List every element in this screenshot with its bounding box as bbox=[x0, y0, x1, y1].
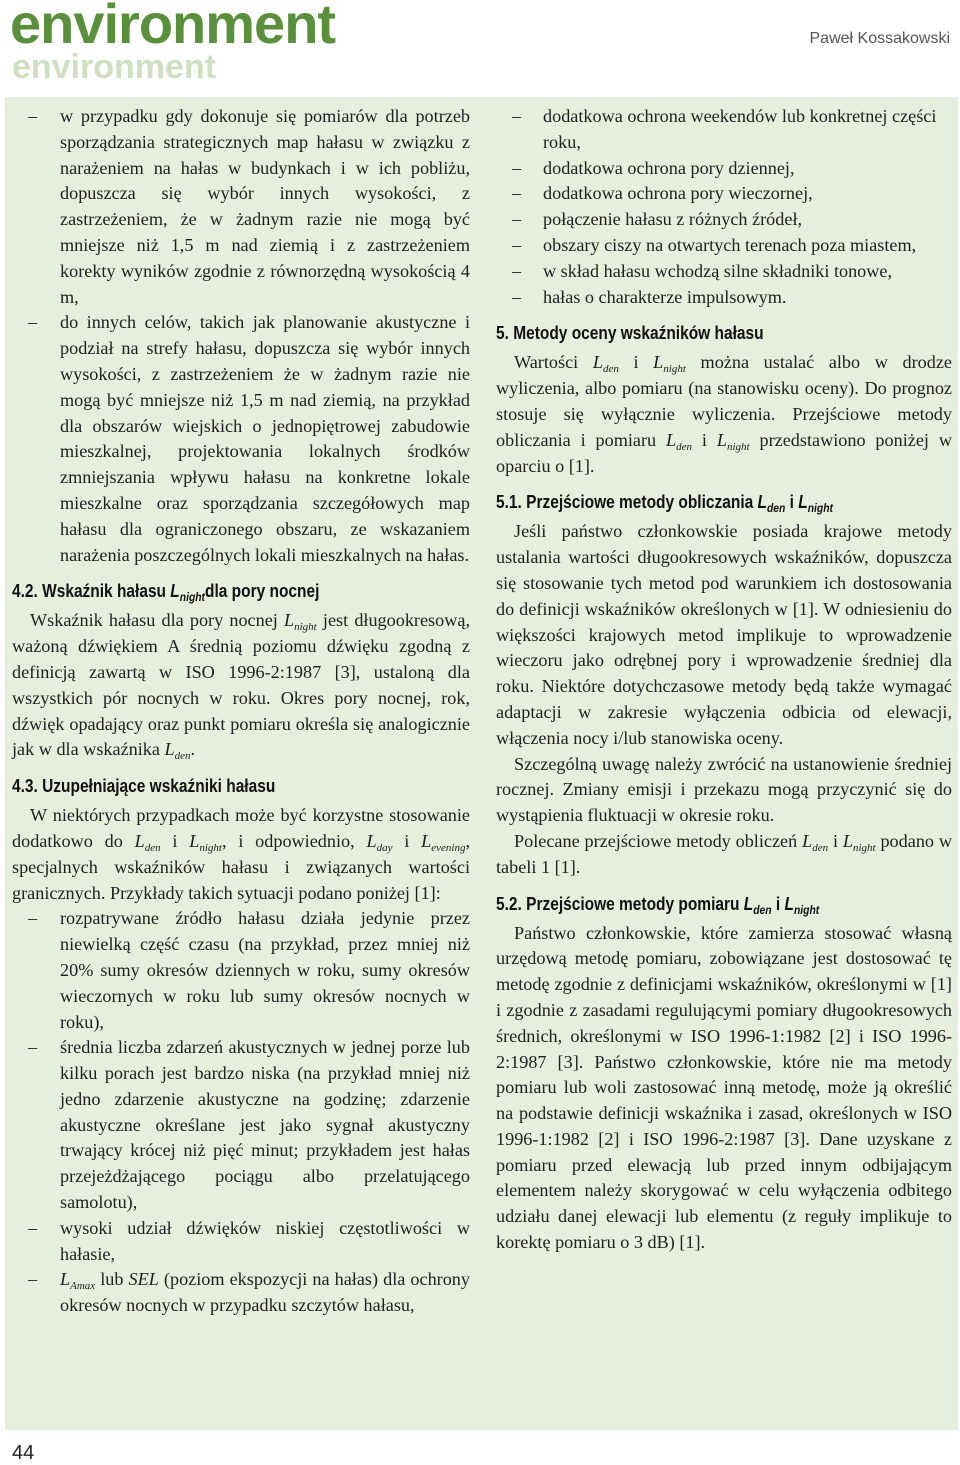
list-item: – w skład hałasu wchodzą silne składniki tonowe, bbox=[496, 259, 952, 285]
list-item: – średnia liczba zdarzeń akustycznych w jednej porze lub kilku porach jest bardzo niska (na przykład mniej niż jedno zdarzenie akustyczne na godzinę; zdarzenie akustyczne określane jest jako sygnał akustyczny trwający krócej niż pięć minut; przykładem jest hałas przejeżdżającego pociągu albo przelatującego samolotu), bbox=[12, 1035, 470, 1216]
list-item: – hałas o charakterze impulsowym. bbox=[496, 285, 952, 311]
heading-text: 5.1. Przejściowe metody obliczania bbox=[496, 492, 758, 513]
list-item bbox=[12, 1267, 470, 1319]
symbol: L bbox=[802, 830, 813, 851]
bullet-list-top bbox=[12, 104, 470, 568]
left-column bbox=[12, 104, 470, 1319]
symbol: L bbox=[284, 610, 295, 631]
text: lub bbox=[95, 1269, 129, 1290]
text: można ustalać albo w drodze wyliczenia, albo pomiaru (na stanowisku oceny). Do prognoz stosuje się wyłącznie wyliczenia. Przejściowe metody obliczania i pomiaru bbox=[496, 352, 952, 450]
paragraph bbox=[496, 829, 952, 881]
paragraph bbox=[12, 803, 470, 906]
section-heading-4-2 bbox=[12, 580, 406, 605]
text: i bbox=[392, 830, 422, 851]
symbol-subscript: night bbox=[663, 363, 686, 376]
paragraph bbox=[496, 350, 952, 479]
text: , i odpowiednio, bbox=[222, 830, 367, 851]
paragraph: Jeśli państwo członkowskie posiada krajowe metody ustalania wartości długookresowych wskaźników, dopuszcza się stosowanie tych metod pod warunkiem ich dostosowania do definicji wskaźników określonych w [1]. W odniesieniu do większości krajowych metod implikuje to wprowadzenie wieczoru jako odrębnej pory i wprowadzenie średniej dla roku. Niektóre dotychczasowe metody będą także wymagać adaptacji w zakresie wyłączenia odbicia od elewacji, włączenia nocy i/lub stanowiska oceny. bbox=[496, 521, 952, 748]
section-heading-5-1 bbox=[496, 491, 888, 516]
symbol-subscript: den bbox=[812, 841, 829, 854]
author-name: Paweł Kossakowski bbox=[809, 30, 950, 47]
heading-text: 5.2. Przejściowe metody pomiaru bbox=[496, 893, 744, 914]
text: (poziom ekspozycji na hałas) dla ochrony okresów nocnych w przypadku szczytów hałasu, bbox=[60, 1269, 470, 1316]
paragraph: Państwo członkowskie, które zamierza stosować własną urzędową metodę pomiaru, zobowiązane jest dostosować tę metodę zgodnie z definicjami wskaźników, określonymi w [1] i zgodnie z zasadami regulującymi pomiary długookresowych średnich, określonymi w ISO 1996-1:1982 [2] i ISO 1996-2:1987 [3]. Państwo członkowskie, które nie ma metody pomiaru lub woli zastosować inną metodę, może ją określić na podstawie definicji wskaźnika i zasad, określonych w ISO 1996-1:1982 [2] i ISO 1996-2:1987 [3]. Dane uzyskane z pomiaru przed elewacją lub przed innym odbijającym elementem należy skorygować w celu wyłączenia odbitego udziału danej elewacji lub elementu (z reguły implikuje to korektę pomiaru o 3 dB) [1]. bbox=[496, 922, 952, 1253]
symbol-subscript: Amax bbox=[70, 1280, 96, 1293]
symbol: L bbox=[164, 739, 175, 760]
heading-text: i bbox=[785, 492, 799, 513]
symbol-subscript: den bbox=[174, 750, 191, 763]
paragraph: Szczególną uwagę należy zwrócić na ustanowienie średniej rocznej. Zmiany emisji i przekazu mogą przyczynić się do wystąpienia fluktuacji w okresie roku. bbox=[496, 753, 952, 826]
journal-logo: environment bbox=[10, 0, 336, 55]
list-item: – obszary ciszy na otwartych terenach poza miastem, bbox=[496, 233, 952, 259]
list-item: – do innych celów, takich jak planowanie akustyczne i podział na strefy hałasu, dopuszcza się wybór innych wysokości, z zastrzeżeniem że w żadnym razie nie mogą być mniejsze niż 1,5 m nad ziemią, na przykład dla obszarów wiejskich o jednopiętrowej zabudowie mieszkalnej, projektowania lokalnych środków zmniejszania wpływu hałasu na konkretne lokale mieszkalne oraz sporządzania szczegółowych map hałasu dla ograniczonego obszaru, ze wskazaniem narażenia poszczególnych lokali mieszkalnych na hałas. bbox=[12, 310, 470, 568]
heading-text: i bbox=[771, 893, 785, 914]
symbol-subscript: evening bbox=[431, 841, 466, 854]
list-item: – dodatkowa ochrona weekendów lub konkretnej części roku, bbox=[496, 104, 952, 156]
paragraph bbox=[12, 608, 470, 763]
text: , specjalnych wskaźników hałasu i związanych wartości granicznych. Przykłady takich sytuacji podano poniżej [1]: bbox=[12, 830, 471, 903]
symbol-subscript: night bbox=[807, 501, 833, 516]
symbol-subscript: night bbox=[294, 621, 317, 634]
text: . bbox=[190, 739, 196, 760]
symbol: L bbox=[653, 352, 664, 373]
text: Wskaźnik hałasu dla pory nocnej bbox=[30, 610, 284, 631]
symbol: L bbox=[784, 893, 794, 914]
list-item: – rozpatrywane źródło hałasu działa jedynie przez niewielką część czasu (na przykład, przez mniej niż 20% sumy okresów dziennych w roku, sumy okresów wieczornych w roku lub sumy okresów nocnych w roku), bbox=[12, 906, 470, 1035]
symbol: L bbox=[716, 429, 727, 450]
symbol-subscript: den bbox=[602, 363, 619, 376]
section-heading-5-2 bbox=[496, 893, 888, 915]
symbol: L bbox=[592, 352, 603, 373]
symbol-subscript: night bbox=[726, 440, 750, 453]
text: W niektórych przypadkach może być korzystne stosowanie dodatkowo do bbox=[12, 805, 470, 851]
page-header bbox=[0, 0, 960, 96]
list-item: – w przypadku gdy dokonuje się pomiarów dla potrzeb sporządzania strategicznych map hałasu w związku z narażeniem na hałas w budynkach i w ich pobliżu, dopuszcza się wybór innych wysokości, z zastrzeżeniem, że w żadnym razie nie mogą być mniejsze niż 1,5 m nad ziemią i z zastrzeżeniem korekty wyników zgodnie z równorzędną wysokością 4 m, bbox=[12, 104, 470, 310]
text: i bbox=[160, 830, 190, 851]
symbol: L bbox=[134, 830, 145, 851]
text: Wartości bbox=[514, 352, 593, 373]
symbol: L bbox=[189, 830, 200, 851]
text: i bbox=[828, 830, 843, 851]
journal-logo-shadow: environment bbox=[12, 48, 217, 86]
text: jest długookresową, ważoną dźwiękiem A średnią poziomu dźwięku zgodną z definicją zawartą w ISO 1996-2:1987 [3], ustaloną dla wszystkich pór nocnych w roku. Okres pory nocnej, rok, dźwięk opadający oraz punkt pomiaru określa się analogicznie jak w dla wskaźnika bbox=[12, 610, 470, 760]
symbol: L bbox=[666, 429, 677, 450]
symbol-subscript: day bbox=[376, 841, 393, 854]
symbol-subscript: night bbox=[793, 902, 820, 917]
symbol-subscript: den bbox=[767, 501, 786, 516]
right-column bbox=[496, 104, 952, 1256]
text: Polecane przejściowe metody obliczeń bbox=[514, 830, 803, 851]
symbol-subscript: den bbox=[676, 440, 693, 453]
symbol: L bbox=[743, 893, 754, 914]
symbol: L bbox=[842, 830, 853, 851]
section-heading-5: 5. Metody oceny wskaźników hałasu bbox=[496, 323, 764, 344]
heading-text: 4.2. Wskaźnik hałasu bbox=[12, 581, 171, 602]
list-item: – połączenie hałasu z różnych źródeł, bbox=[496, 207, 952, 233]
text: przedstawiono poniżej w oparciu o [1]. bbox=[496, 429, 952, 476]
bullet-list-bottom bbox=[12, 906, 470, 1319]
symbol-subscript: den bbox=[144, 841, 161, 854]
page-number: 44 bbox=[12, 1442, 35, 1464]
symbol: L bbox=[757, 492, 768, 513]
list-item: – dodatkowa ochrona pory dziennej, bbox=[496, 156, 952, 182]
symbol: SEL bbox=[128, 1269, 159, 1290]
bullet-list-right bbox=[496, 104, 952, 310]
symbol-subscript: night bbox=[199, 841, 222, 854]
symbol-subscript: night bbox=[179, 590, 205, 605]
symbol: L bbox=[421, 830, 432, 851]
symbol-subscript: night bbox=[852, 841, 876, 854]
symbol: L bbox=[170, 581, 180, 602]
text: i bbox=[692, 429, 717, 450]
symbol: L bbox=[60, 1269, 71, 1290]
section-heading-4-3: 4.3. Uzupełniające wskaźniki hałasu bbox=[12, 776, 276, 797]
heading-text: dla pory nocnej bbox=[204, 581, 320, 602]
symbol-subscript: den bbox=[753, 902, 772, 917]
text: podano w tabeli 1 [1]. bbox=[496, 830, 952, 877]
list-item: – dodatkowa ochrona pory wieczornej, bbox=[496, 181, 952, 207]
list-item: – wysoki udział dźwięków niskiej częstotliwości w hałasie, bbox=[12, 1216, 470, 1268]
symbol: L bbox=[366, 830, 377, 851]
text: i bbox=[618, 352, 654, 373]
symbol: L bbox=[798, 492, 808, 513]
